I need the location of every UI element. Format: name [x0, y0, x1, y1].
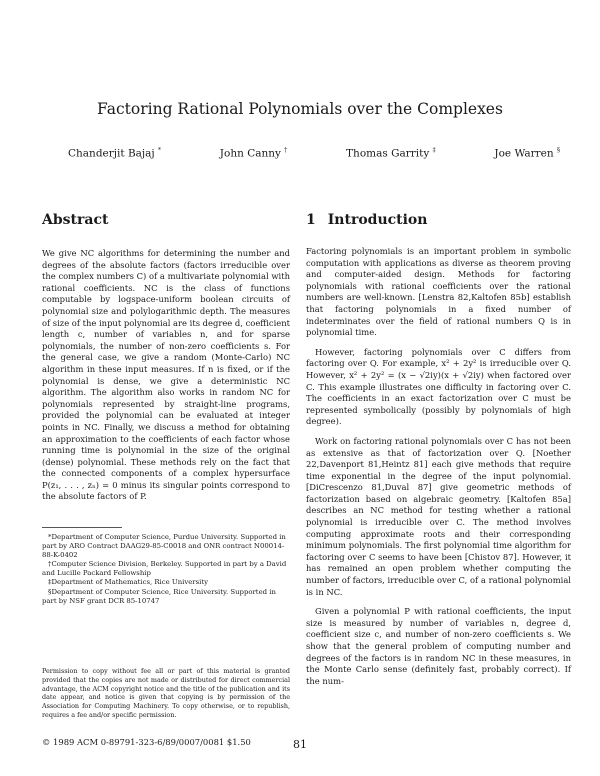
permission-notice: Permission to copy without fee all or part of this material is granted provided that the copies are not made or distributed for direct commercial advantage, the ACM copyright notice and the title of the publication and its date appear, and notice is given that copying is by permission of the Association for Computing Machinery. To copy otherwise, or to republish, requires a fee and/or specific permission. — [42, 667, 290, 719]
copyright-line: © 1989 ACM 0-89791-323-6/89/0007/0081 $1.50 — [42, 737, 251, 747]
introduction-heading: 1 Introduction — [306, 212, 428, 228]
author: John Canny † — [219, 147, 288, 160]
author: Chanderjit Bajaj * — [68, 147, 162, 160]
introduction-section — [306, 212, 571, 695]
footnote: ‡Department of Mathematics, Rice University — [48, 578, 209, 587]
paragraph: Work on factoring rational polynomials over C has not been as extensive as that of factorization over Q. [Noether 22,Davenport 81,Heintz 81] each give methods that require time exponential in the degree of the input polynomial. [DiCrescenzo 81,Duval 87] give geometric methods of factorization based on algebraic geometry. [Kaltofen 85a] describes an NC method for testing whether a rational polynomial is irreducible over C. The method involves computing approximate roots and their corresponding minimum polynomials. The first polynomial time algorithm for factoring over C seems to have been [Chistov 87]. However, it has remained an open problem whether computing the number of factors, irreducible over C, of a rational polynomial is in NC. — [306, 435, 571, 597]
abstract-section — [42, 212, 290, 511]
abstract-text: We give NC algorithms for determining the number and degrees of the absolute factors (factors irreducible over the complex numbers C) of a multivariate polynomial with rational coefficients. NC is the class of functions computable by logspace-uniform boolean circuits of polynomial size and polylogarithmic depth. The measures of size of the input polynomial are its degree d, coefficient length c, number of variables n, and for sparse polynomials, the number of non-zero coefficients s. For the general case, we give a random (Monte-Carlo) NC algorithm in these input measures. If n is fixed, or if the polynomial is dense, we give a deterministic NC algorithm. The algorithm also works in random NC for polynomials represented by straight-line programs, provided the polynomial can be evaluated at integer points in NC. Finally, we discuss a method for obtaining an approximation to the coefficients of each factor whose running time is polynomial in the size of the original (dense) polynomial. These methods rely on the fact that the connected components of a complex hypersurface P(z₁, . . . , zₙ) = 0 minus its singular points correspond to the absolute factors of P. — [42, 248, 291, 502]
footnote-rule — [42, 527, 122, 528]
author: Thomas Garrity ‡ — [346, 147, 436, 160]
paragraph: Given a polynomial P with rational coefficients, the input size is measured by number of variables n, degree d, coefficient size c, and number of non-zero coefficients s. We show that the general problem of computing number and degrees of the factors is in random NC in these measures, in the Monte Carlo sense (definitely fast, probably correct). If the num- — [306, 606, 571, 686]
footnotes — [42, 527, 290, 606]
author: Joe Warren § — [494, 147, 560, 160]
abstract-heading: Abstract — [42, 212, 109, 228]
author-list — [68, 147, 560, 160]
paragraph: Factoring polynomials is an important problem in symbolic computation with applications as diverse as theorem proving and computer-aided design. Methods for factoring polynomials with rational coefficients over the rational numbers are well-known. [Lenstra 82,Kaltofen 85b] establish that factoring polynomials in a fixed number of indeterminates over the field of rational numbers Q is in polynomial time. — [306, 246, 571, 338]
paper-title: Factoring Rational Polynomials over the Complexes — [97, 100, 503, 118]
footnote: †Computer Science Division, Berkeley. Supported in part by a David and Lucille Packard Fellowship — [42, 560, 287, 578]
footnote: *Department of Computer Science, Purdue University. Supported in part by ARO Contract DAAG29-85-C0018 and ONR contract N00014-88-K-0402 — [42, 533, 286, 560]
paragraph: However, factoring polynomials over C differs from factoring over Q. For example, x² + 2y² is irreducible over Q. However, x² + 2y² = (x − √2iy)(x + √2iy) when factored over C. This example illustrates one difficulty in factoring over C. The coefficients in an exact factorization over C must be represented symbolically (possibly by polynomials of high degree). — [306, 346, 571, 427]
page-number: 81 — [293, 738, 307, 751]
footnote: §Department of Computer Science, Rice University. Supported in part by NSF grant DCR 85-10747 — [42, 587, 276, 605]
